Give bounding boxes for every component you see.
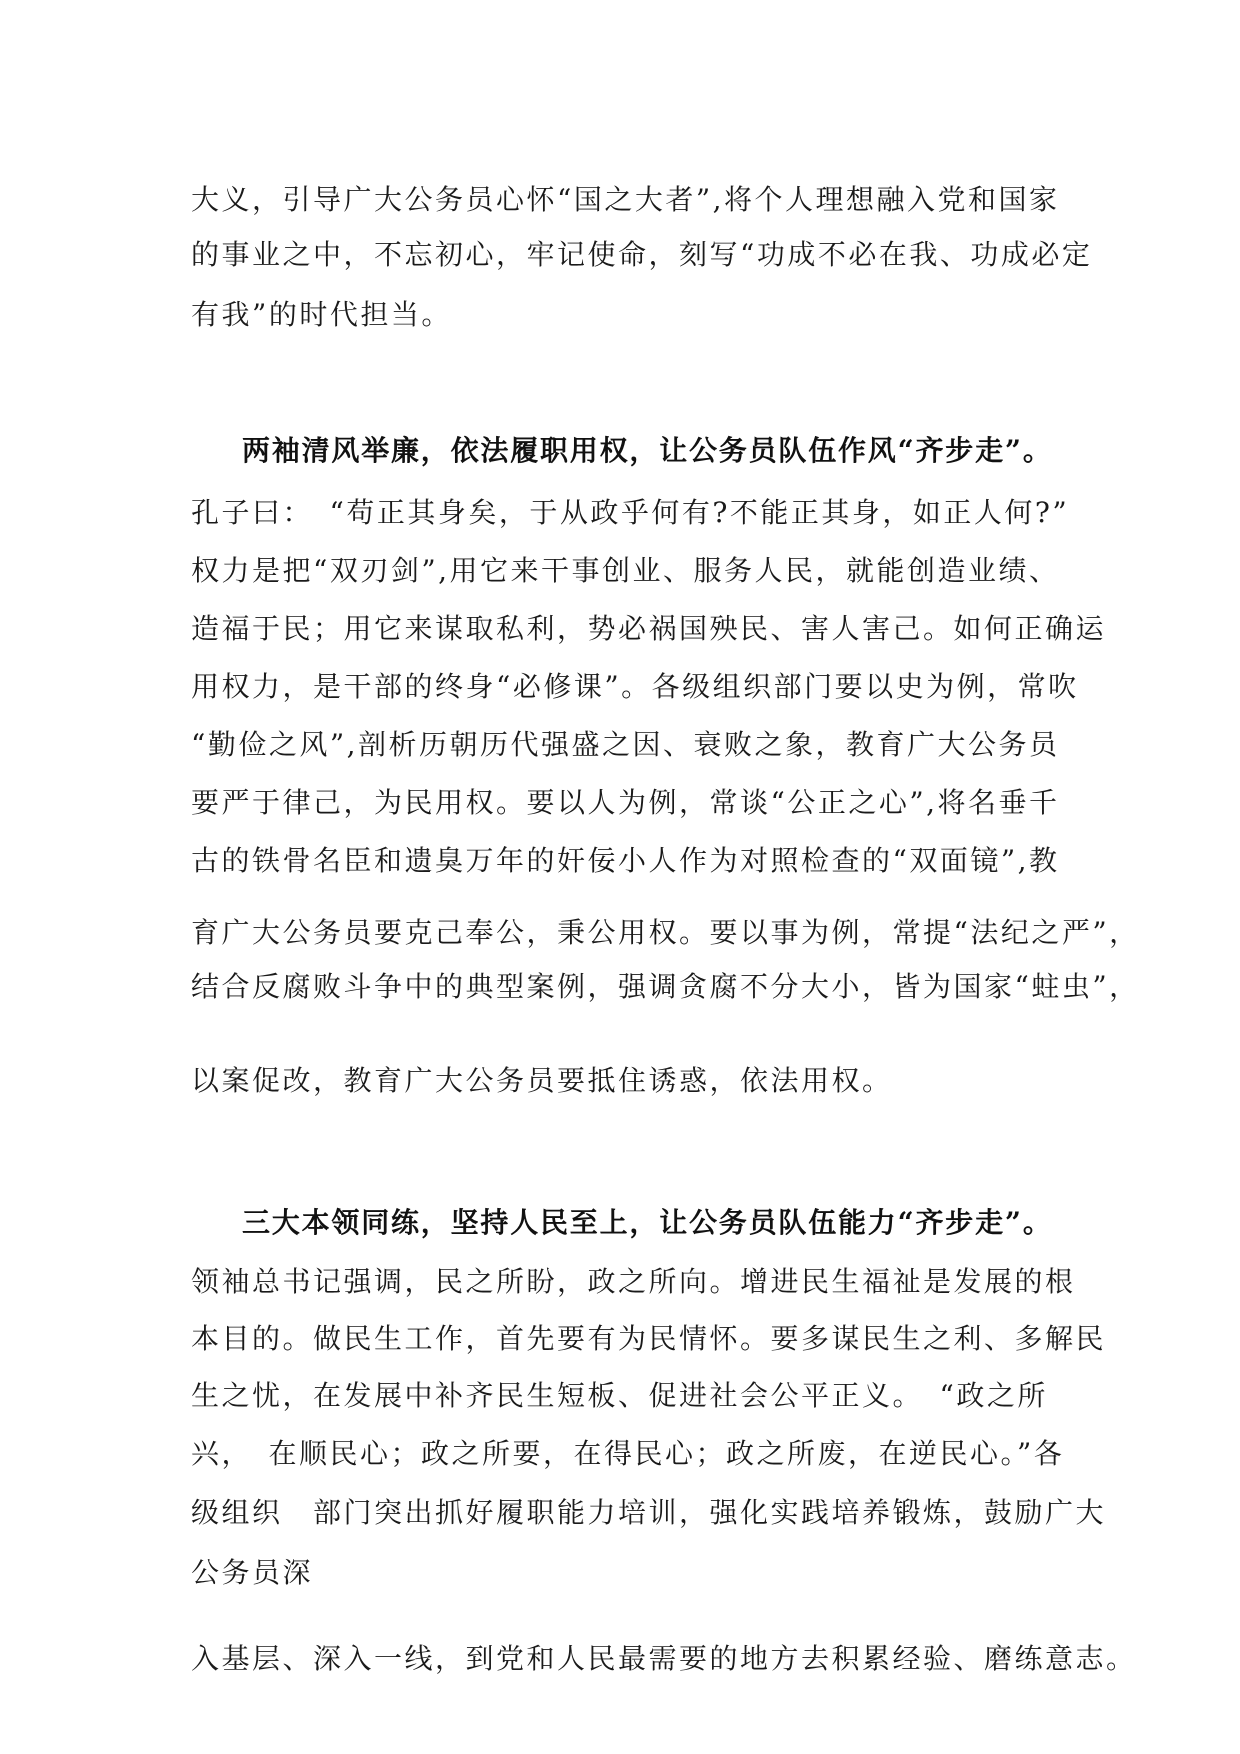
paragraph-3-line-6: 公务员深 bbox=[191, 1556, 314, 1589]
paragraph-2-line-3: 造福于民；用它来谋取私利，势必祸国殃民、害人害己。如何正确运 bbox=[191, 612, 1107, 645]
paragraph-3-line-3: 生之忧，在发展中补齐民生短板、促进社会公平正义。 “政之所 bbox=[191, 1379, 1048, 1412]
paragraph-3-line-4: 兴， 在顺民心；政之所要，在得民心；政之所废，在逆民心。”各 bbox=[191, 1437, 1065, 1470]
paragraph-2-line-7: 古的铁骨名臣和遗臭万年的奸佞小人作为对照检查的“双面镜”,教 bbox=[191, 844, 1060, 877]
paragraph-2-line-10: 以案促改，教育广大公务员要抵住诱惑，依法用权。 bbox=[191, 1064, 893, 1097]
paragraph-1-line-1: 大义，引导广大公务员心怀“国之大者”,将个人理想融入党和国家 bbox=[191, 183, 1060, 216]
section-heading-clean-governance: 两袖清风举廉，依法履职用权，让公务员队伍作风“齐步走”。 bbox=[242, 434, 1053, 467]
paragraph-2-line-5: “勤俭之风”,剖析历朝历代强盛之因、衰败之象，教育广大公务员 bbox=[191, 728, 1060, 761]
paragraph-1-line-3: 有我”的时代担当。 bbox=[191, 298, 452, 331]
paragraph-3-line-2: 本目的。做民生工作，首先要有为民情怀。要多谋民生之利、多解民 bbox=[191, 1322, 1107, 1355]
section-heading-people-first: 三大本领同练，坚持人民至上，让公务员队伍能力“齐步走”。 bbox=[242, 1206, 1053, 1239]
paragraph-2-line-4: 用权力，是干部的终身“必修课”。各级组织部门要以史为例，常吹 bbox=[191, 670, 1079, 703]
paragraph-2-line-9: 结合反腐败斗争中的典型案例，强调贪腐不分大小，皆为国家“蛀虫”， bbox=[191, 970, 1140, 1003]
paragraph-2-line-2: 权力是把“双刃剑”,用它来干事创业、服务人民，就能创造业绩、 bbox=[191, 554, 1060, 587]
paragraph-2-line-6: 要严于律己，为民用权。要以人为例，常谈“公正之心”,将名垂千 bbox=[191, 786, 1060, 819]
paragraph-1-line-2: 的事业之中，不忘初心，牢记使命，刻写“功成不必在我、功成必定 bbox=[191, 238, 1093, 271]
paragraph-2-line-1: 孔子曰： “苟正其身矣，于从政乎何有?不能正其身，如正人何?” bbox=[191, 496, 1070, 529]
paragraph-3-line-5: 级组织 部门突出抓好履职能力培训，强化实践培养锻炼，鼓励广大 bbox=[191, 1496, 1107, 1529]
paragraph-3-line-7: 入基层、深入一线，到党和人民最需要的地方去积累经验、磨练意志。 bbox=[191, 1642, 1137, 1675]
paragraph-3-line-1: 领袖总书记强调，民之所盼，政之所向。增进民生福祉是发展的根 bbox=[191, 1265, 1076, 1298]
paragraph-2-line-8: 育广大公务员要克己奉公，秉公用权。要以事为例，常提“法纪之严”， bbox=[191, 916, 1140, 949]
